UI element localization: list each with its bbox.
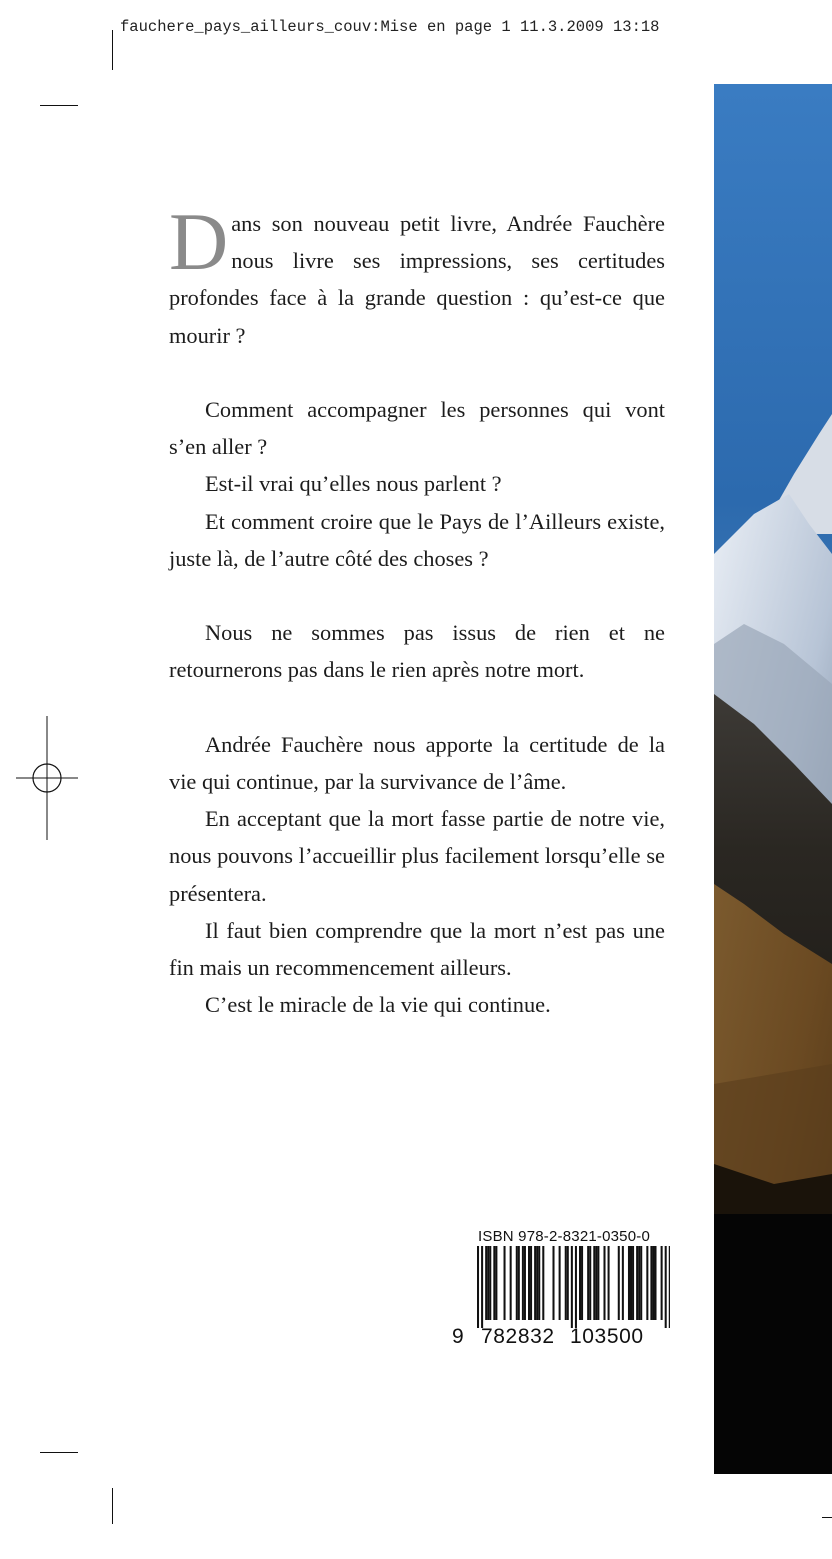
- barcode-bar: [665, 1246, 667, 1328]
- barcode-bar: [646, 1246, 648, 1320]
- barcode-bar: [630, 1246, 632, 1320]
- barcode-bar: [493, 1246, 495, 1320]
- barcode-bar: [595, 1246, 597, 1320]
- barcode-bar: [516, 1246, 518, 1320]
- paragraph: Comment accompagner les personnes qui vont s’en aller ?: [169, 397, 665, 460]
- ean-left-digits: 782832: [481, 1325, 555, 1348]
- isbn-label: ISBN 978-2-8321-0350-0: [478, 1228, 651, 1245]
- barcode-bar: [524, 1246, 526, 1320]
- barcode-bar: [581, 1246, 583, 1320]
- paragraph-intro-text: ans son nouveau petit livre, Andrée Fauchère nous livre ses impressions, ses certitudes profondes face à la grande question : qu’est-ce que mourir ?: [169, 211, 665, 348]
- barcode-bar: [495, 1246, 497, 1320]
- barcode-bar: [487, 1246, 489, 1320]
- barcode-bar: [510, 1246, 512, 1320]
- barcode-bar: [636, 1246, 638, 1320]
- barcode-bar: [579, 1246, 581, 1320]
- barcode-bar: [565, 1246, 567, 1320]
- barcode-bar: [597, 1246, 599, 1320]
- barcode-bar: [481, 1246, 483, 1328]
- crop-mark-top-vertical: [112, 30, 113, 70]
- barcode-bar: [477, 1246, 479, 1328]
- barcode-bar: [587, 1246, 589, 1320]
- barcode-bar: [618, 1246, 620, 1320]
- barcode: [450, 1246, 670, 1328]
- ean-right-digits: 103500: [570, 1325, 644, 1348]
- barcode-bar: [534, 1246, 536, 1320]
- barcode-bar: [518, 1246, 520, 1320]
- barcode-bar: [542, 1246, 544, 1320]
- barcode-bar: [638, 1246, 640, 1320]
- back-cover-text: [169, 196, 665, 1023]
- barcode-bar: [522, 1246, 524, 1320]
- registration-mark-icon: [16, 716, 78, 840]
- barcode-bar: [485, 1246, 487, 1320]
- barcode-bar: [593, 1246, 595, 1320]
- crop-mark-top-horizontal: [40, 105, 78, 106]
- barcode-bar: [640, 1246, 642, 1320]
- drop-cap: D: [169, 196, 229, 287]
- paragraph: C’est le miracle de la vie qui continue.: [205, 992, 551, 1018]
- barcode-bar: [589, 1246, 591, 1320]
- barcode-bar: [504, 1246, 506, 1320]
- barcode-bar: [650, 1246, 652, 1320]
- barcode-bar: [489, 1246, 491, 1320]
- crop-mark-bottom-right: [822, 1517, 832, 1518]
- ean-first-digit: 9: [452, 1325, 464, 1348]
- barcode-bar: [567, 1246, 569, 1320]
- crop-mark-bottom-horizontal: [40, 1452, 78, 1453]
- crop-mark-bottom-vertical: [112, 1488, 113, 1524]
- barcode-bar: [632, 1246, 634, 1320]
- barcode-bar: [622, 1246, 624, 1320]
- paragraph: Et comment croire que le Pays de l’Ailleurs existe, juste là, de l’autre côté des choses ?: [169, 508, 665, 571]
- paragraph: Nous ne sommes pas issus de rien et ne retournerons pas dans le rien après notre mort.: [169, 620, 665, 683]
- cover-photo-mountains: [714, 84, 832, 1474]
- barcode-bar: [536, 1246, 538, 1320]
- paragraph-intro: [169, 196, 665, 354]
- paragraph: Andrée Fauchère nous apporte la certitude de la vie qui continue, par la survivance de l’âme.: [169, 731, 665, 794]
- barcode-bar: [575, 1246, 577, 1328]
- barcode-bar: [669, 1246, 670, 1328]
- print-slug: fauchere_pays_ailleurs_couv:Mise en page 1 11.3.2009 13:18: [120, 18, 660, 36]
- barcode-bar: [559, 1246, 561, 1320]
- paragraph: Est-il vrai qu’elles nous parlent ?: [205, 471, 502, 497]
- barcode-bar: [530, 1246, 532, 1320]
- barcode-bar: [661, 1246, 663, 1320]
- barcode-bar: [528, 1246, 530, 1320]
- barcode-bar: [571, 1246, 573, 1328]
- barcode-bar: [652, 1246, 654, 1320]
- barcode-bar: [538, 1246, 540, 1320]
- barcode-bar: [608, 1246, 610, 1320]
- barcode-bar: [628, 1246, 630, 1320]
- barcode-bar: [654, 1246, 656, 1320]
- barcode-bar: [552, 1246, 554, 1320]
- barcode-bar: [603, 1246, 605, 1320]
- paragraph: Il faut bien comprendre que la mort n’est pas une fin mais un recommencement ailleurs.: [169, 917, 665, 981]
- paragraph: En acceptant que la mort fasse partie de notre vie, nous pouvons l’accueillir plus facilement lorsqu’elle se présentera.: [169, 806, 665, 906]
